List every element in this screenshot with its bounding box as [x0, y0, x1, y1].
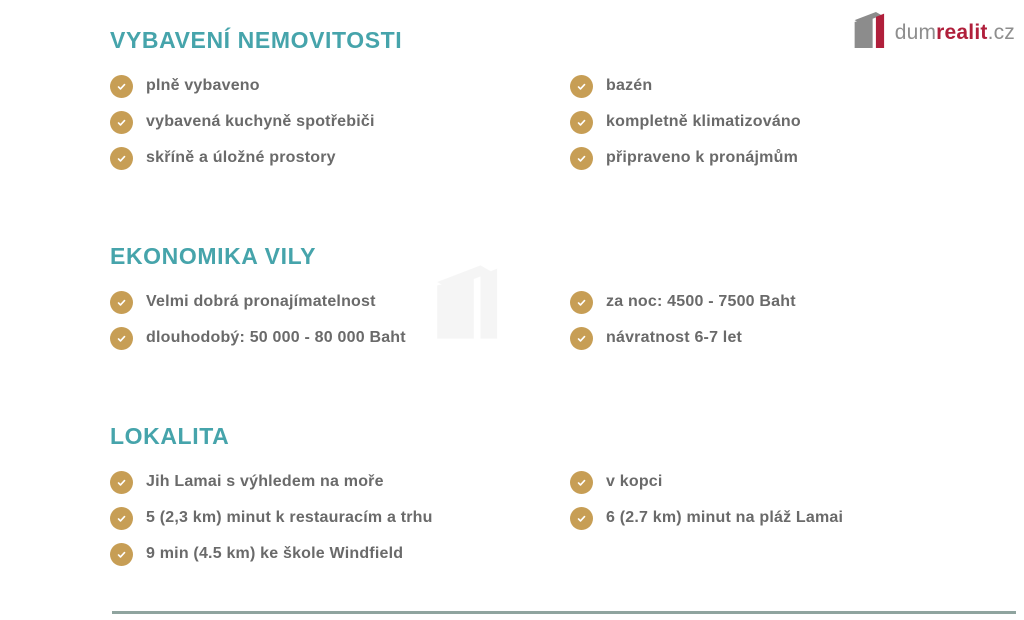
list-item: [570, 284, 1016, 320]
list-item: [570, 500, 1016, 536]
list-item-label: za noc: 4500 - 7500 Baht: [606, 293, 796, 310]
list-item-label: Velmi dobrá pronajímatelnost: [146, 293, 376, 310]
section-equipment-title: VYBAVENÍ NEMOVITOSTI: [110, 27, 403, 53]
check-icon: [570, 507, 593, 530]
check-icon: [570, 147, 593, 170]
list-item: [570, 104, 1016, 140]
section-equipment: [110, 28, 1016, 176]
list-item: [110, 500, 570, 536]
list-item-label: vybavená kuchyně spotřebiči: [146, 113, 375, 130]
list-item: [570, 68, 1016, 104]
list-item-label: 9 min (4.5 km) ke škole Windfield: [146, 545, 404, 562]
list-item: [110, 68, 570, 104]
list-item-label: skříně a úložné prostory: [146, 149, 336, 166]
list-item: [110, 284, 570, 320]
check-icon: [110, 507, 133, 530]
check-icon: [570, 75, 593, 98]
list-item: [110, 104, 570, 140]
check-icon: [110, 543, 133, 566]
logo-part-cz: .cz: [987, 21, 1015, 44]
list-item: [570, 140, 1016, 176]
section-spacer: [110, 356, 1016, 424]
list-item-label: bazén: [606, 77, 653, 94]
check-icon: [570, 111, 593, 134]
section-economy-title: EKONOMIKA VILY: [110, 243, 317, 269]
list-item-label: 5 (2,3 km) minut k restauracím a trhu: [146, 509, 433, 526]
list-item: [570, 464, 1016, 500]
list-item: [570, 320, 1016, 356]
list-item: [110, 140, 570, 176]
logo-part-dum: dum: [894, 21, 937, 44]
section-location: [110, 424, 1016, 572]
section-equipment-items: [110, 68, 1016, 176]
list-item: [110, 536, 570, 572]
list-item-label: návratnost 6-7 let: [606, 329, 743, 346]
list-item-label: plně vybaveno: [146, 77, 260, 94]
list-item-label: Jih Lamai s výhledem na moře: [146, 473, 384, 490]
check-icon: [110, 147, 133, 170]
logo-part-realit: realit: [936, 21, 988, 44]
list-item: [110, 320, 570, 356]
check-icon: [110, 75, 133, 98]
check-icon: [570, 327, 593, 350]
check-icon: [110, 111, 133, 134]
check-icon: [110, 291, 133, 314]
check-icon: [110, 327, 133, 350]
check-icon: [570, 471, 593, 494]
listing-details: [110, 28, 1016, 572]
section-spacer: [110, 176, 1016, 244]
section-location-title: LOKALITA: [110, 423, 230, 449]
check-icon: [570, 291, 593, 314]
list-item-label: 6 (2.7 km) minut na pláž Lamai: [606, 509, 844, 526]
list-item-label: připraveno k pronájmům: [606, 149, 798, 166]
section-location-items: [110, 464, 1016, 572]
section-economy: [110, 244, 1016, 356]
bottom-divider: [112, 611, 1016, 614]
list-item-label: dlouhodobý: 50 000 - 80 000 Baht: [146, 329, 406, 346]
list-item-label: v kopci: [606, 473, 663, 490]
list-item-label: kompletně klimatizováno: [606, 113, 801, 130]
section-economy-items: [110, 284, 1016, 356]
list-item: [110, 464, 570, 500]
check-icon: [110, 471, 133, 494]
